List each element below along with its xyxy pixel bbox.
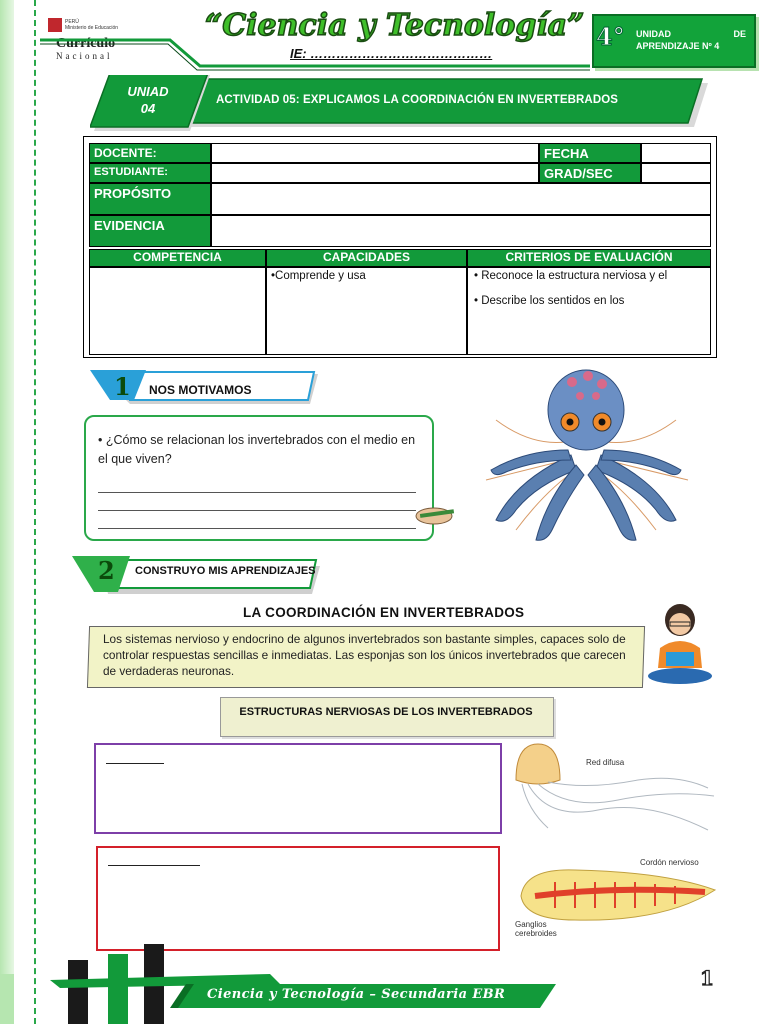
docente-field[interactable] [211, 143, 539, 163]
answer-box-2[interactable] [96, 846, 500, 951]
estudiante-field[interactable] [211, 163, 539, 183]
proposito-label: PROPÓSITO [89, 183, 211, 215]
competencia-cell [89, 267, 266, 355]
criterios-cell [467, 267, 711, 355]
capacidad-1: •Comprende y usa [271, 270, 366, 282]
intro-text: Los sistemas nervioso y endocrino de algunos invertebrados son bastante simples, capaces solo de controlar respuestas sencillas e inmediatas. Las esponjas son los únicos invertebrados que carecen de verdaderas neuronas. [103, 632, 626, 678]
grade-number: 4° [596, 22, 625, 51]
criterio-1: • Reconoce la estructura nerviosa y el [474, 270, 668, 282]
unid-label [118, 83, 178, 117]
col-competencia: COMPETENCIA [89, 249, 266, 267]
unit-label [636, 28, 746, 52]
ministry-line2: Ministerio de Educación [65, 25, 119, 31]
col-criterios: CRITERIOS DE EVALUACIÓN [467, 249, 711, 267]
info-table [83, 136, 717, 358]
unit-label-c: APRENDIZAJE Nº 4 [636, 41, 720, 51]
evidencia-field[interactable] [211, 215, 711, 247]
section1-number: 1 [114, 372, 131, 401]
footer-text: Ciencia y Tecnología – Secundaria EBR [207, 987, 506, 1002]
jelly-label: Red difusa [586, 758, 625, 767]
unit-label-b: DE [733, 29, 746, 39]
page-number: 1 [700, 966, 714, 990]
estudiante-label: ESTUDIANTE: [89, 163, 211, 183]
answer-line-1[interactable] [98, 492, 416, 493]
fecha-field[interactable] [641, 143, 711, 163]
question-text: • ¿Cómo se relacionan los invertebrados con el medio en el que viven? [98, 433, 416, 466]
gradsec-field[interactable] [641, 163, 711, 183]
answer-box-1-blank[interactable] [106, 763, 164, 764]
proposito-field[interactable] [211, 183, 711, 215]
col-capacidades: CAPACIDADES [266, 249, 467, 267]
capacidades-cell [266, 267, 467, 355]
left-rail-light [0, 0, 14, 1024]
criterio-2: • Describe los sentidos en los [474, 295, 625, 307]
coordination-heading: LA COORDINACIÓN EN INVERTEBRADOS [243, 605, 525, 620]
ie-field[interactable]: IE: …………………………………… [290, 46, 493, 61]
docente-label: DOCENTE: [89, 143, 211, 163]
gradsec-label: GRAD/SEC [539, 163, 641, 183]
writing-hand-icon [410, 502, 460, 530]
section2-number: 2 [98, 556, 115, 585]
unid-word: UNIAD [127, 84, 169, 99]
evidencia-label: EVIDENCIA [89, 215, 211, 247]
activity-title: ACTIVIDAD 05: EXPLICAMOS LA COORDINACIÓN EN INVERTEBRADOS [216, 94, 619, 106]
answer-line-3[interactable] [98, 528, 416, 529]
footer-decoration [0, 940, 768, 1024]
page-title: “Ciencia y Tecnología” [205, 8, 585, 43]
structures-title: ESTRUCTURAS NERVIOSAS DE LOS INVERTEBRADOS [239, 706, 533, 718]
logo-line2: Nacional [56, 51, 113, 61]
unid-number: 04 [140, 101, 156, 116]
fecha-label: FECHA [539, 143, 641, 163]
worm-label-1: Cordón nervioso [640, 858, 699, 867]
worm-label-2: Ganglios cerebroides [515, 920, 557, 938]
reading-girl-illustration [640, 598, 720, 688]
jellyfish-illustration [508, 740, 720, 835]
left-rail-dashed [34, 0, 36, 1024]
logo-line1: Currículo [56, 36, 116, 51]
answer-line-2[interactable] [98, 510, 416, 511]
answer-box-1[interactable] [94, 743, 502, 834]
section2-label: CONSTRUYO MIS APRENDIZAJES [135, 565, 316, 577]
answer-box-2-blank[interactable] [108, 865, 200, 866]
section1-label: NOS MOTIVAMOS [149, 383, 252, 397]
octopus-illustration [476, 360, 698, 548]
ministry-line1: PERÚ [65, 19, 79, 25]
unit-label-a: UNIDAD [636, 29, 671, 39]
